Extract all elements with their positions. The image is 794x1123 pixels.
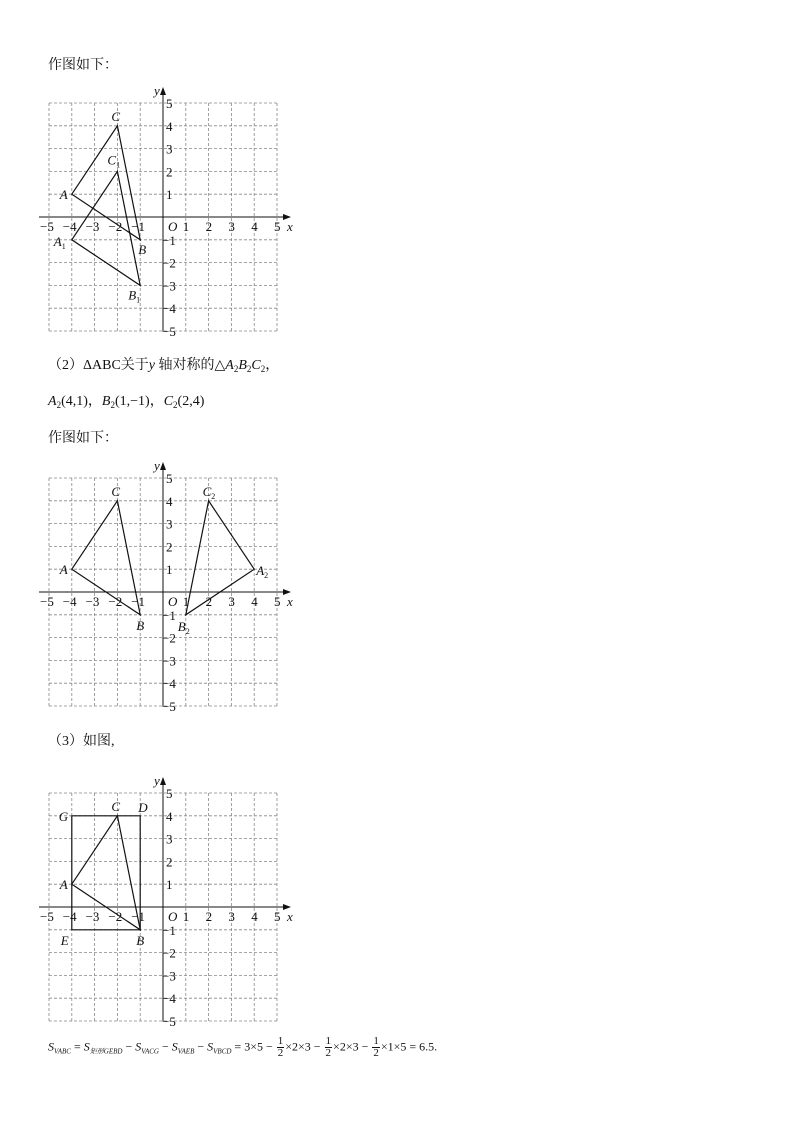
y-tick-label: 2	[166, 854, 173, 870]
coord-a-value: (4,1)	[61, 394, 88, 409]
coordinate-plot-3	[40, 770, 360, 1030]
vertex-label: $A_2$	[256, 563, 269, 581]
y-tick-label: 3	[166, 141, 173, 157]
y-tick-label: 5	[166, 96, 173, 111]
y-tick-label: −4	[162, 676, 176, 692]
y-tick-label: 2	[166, 539, 173, 555]
coord-b-sub: 2	[110, 400, 115, 410]
coord-sep-2: ，	[149, 394, 164, 409]
x-tick-label: −1	[131, 219, 146, 234]
coord-a-sub: 2	[56, 400, 62, 410]
coord-c-sub: 2	[173, 400, 178, 410]
y-tick-label: −2	[162, 255, 176, 271]
y-axis-label: y	[154, 83, 160, 98]
fraction-half-1: $\frac{1}{2}$	[277, 1035, 284, 1059]
x-tick-label: −3	[85, 594, 100, 609]
y-axis-arrow	[160, 777, 166, 785]
x-tick-label: 1	[182, 594, 190, 609]
y-tick-label: −5	[162, 324, 176, 339]
part3-heading: （3）如图,	[48, 734, 115, 749]
formula-sub-lhs: VABC	[54, 1047, 71, 1056]
formula-minus-3: −	[194, 1039, 208, 1054]
y-tick-label: −3	[162, 278, 176, 294]
formula-eq: =	[70, 1039, 84, 1054]
vertex-label: E	[60, 932, 69, 948]
part2-axis: y	[148, 358, 156, 373]
y-tick-label: −4	[162, 991, 176, 1007]
y-tick-label: 1	[166, 562, 173, 578]
y-tick-label: −1	[162, 607, 176, 623]
x-tick-label: 5	[274, 219, 281, 234]
formula-sub-t3: VAEB	[177, 1047, 195, 1056]
vertex-label: $C_2$	[202, 483, 216, 501]
x-tick-label: 5	[274, 909, 281, 924]
formula-sub-t2: VACG	[141, 1047, 159, 1056]
y-tick-label: −2	[162, 630, 176, 646]
vertex-label: $C_1$	[107, 152, 121, 170]
formula-sub-t4: VBCD	[213, 1047, 232, 1056]
vertex-label: C	[111, 483, 121, 499]
heading-draw-1: 作图如下：	[48, 58, 118, 73]
coordinate-plot-1	[40, 80, 360, 340]
part2-end: ，	[265, 358, 280, 373]
formula-m1: ×2×3 −	[285, 1039, 324, 1054]
x-tick-label: −2	[108, 909, 123, 924]
part2-sub-a: 2	[233, 364, 239, 374]
y-tick-label: 3	[166, 516, 173, 532]
part2-statement	[48, 357, 279, 378]
y-tick-label: −1	[162, 232, 176, 248]
vertex-label: B	[136, 617, 145, 633]
area-formula	[48, 1036, 437, 1060]
part2-sub-c: 2	[260, 364, 266, 374]
coord-c-letter: C	[163, 394, 174, 409]
x-tick-label: −1	[131, 909, 146, 924]
x-tick-label: 1	[182, 909, 190, 924]
x-tick-label: −1	[131, 594, 146, 609]
fraction-half-3: $\frac{1}{2}$	[373, 1035, 379, 1059]
y-tick-label: 3	[166, 831, 173, 847]
vertex-label: A	[59, 877, 68, 893]
x-tick-label: 3	[228, 909, 235, 924]
coord-c-value: (2,4)	[177, 394, 205, 409]
x-tick-label: −4	[62, 594, 77, 609]
figure-polygon	[72, 126, 140, 240]
vertex-label: C	[111, 108, 121, 124]
y-axis-arrow	[160, 462, 166, 470]
x-axis-label: x	[287, 909, 293, 924]
formula-s-lhs: S	[48, 1039, 54, 1054]
y-tick-label: −3	[162, 653, 176, 669]
x-tick-label: −5	[40, 909, 54, 924]
vertex-label: C	[111, 798, 121, 814]
coord-a-letter: A	[48, 394, 57, 409]
vertex-label: $B_2$	[177, 618, 190, 636]
coord-b-letter: B	[101, 394, 111, 409]
x-axis-label: x	[287, 594, 293, 609]
coord-b-value: (1,−1)	[114, 394, 150, 409]
part2-tri-c: C	[251, 358, 261, 373]
vertex-label: B	[138, 241, 147, 257]
figure-polygon	[72, 816, 140, 930]
vertex-label: D	[138, 799, 148, 815]
vertex-label: G	[58, 808, 69, 824]
formula-after-eq: = 3×5 −	[231, 1039, 276, 1054]
x-tick-label: 1	[182, 219, 190, 234]
y-tick-label: 1	[166, 877, 173, 893]
formula-minus-1: −	[122, 1039, 136, 1054]
part2-mid: 轴对称的	[155, 358, 215, 373]
formula-s-t3: S	[171, 1039, 178, 1054]
x-tick-label: −3	[85, 219, 100, 234]
origin-label: O	[168, 219, 178, 234]
part2-coordinates	[48, 393, 204, 414]
x-tick-label: −4	[62, 909, 77, 924]
part2-sub-b: 2	[246, 364, 252, 374]
x-tick-label: −3	[85, 909, 100, 924]
formula-m3: ×1×5 = 6.5	[380, 1039, 435, 1054]
figure-polygon	[72, 501, 140, 615]
x-tick-label: −2	[108, 219, 123, 234]
formula-end: .	[434, 1039, 438, 1054]
coordinate-plot-2	[40, 455, 360, 715]
figure-polygon	[186, 501, 254, 615]
vertex-label: B	[136, 932, 145, 948]
x-tick-label: 2	[205, 909, 213, 924]
x-tick-label: −5	[40, 594, 54, 609]
y-tick-label: 5	[166, 786, 173, 801]
x-tick-label: −5	[40, 219, 54, 234]
vertex-label: $A_1$	[53, 233, 66, 251]
heading-draw-2: 作图如下：	[48, 431, 118, 446]
y-axis-label: y	[154, 458, 160, 473]
x-tick-label: 4	[251, 219, 258, 234]
y-tick-label: 2	[166, 164, 173, 180]
x-tick-label: −2	[108, 594, 123, 609]
y-tick-label: −5	[162, 1014, 176, 1029]
coord-sep-1: ，	[87, 394, 102, 409]
vertex-label: A	[59, 562, 68, 578]
y-axis-arrow	[160, 87, 166, 95]
y-tick-label: 5	[166, 471, 173, 486]
y-axis-label: y	[154, 773, 160, 788]
x-tick-label: 5	[274, 594, 281, 609]
part2-tri: △A	[214, 358, 234, 373]
x-tick-label: 4	[251, 909, 258, 924]
y-tick-label: −1	[162, 922, 176, 938]
x-tick-label: 4	[251, 594, 258, 609]
x-tick-label: 3	[228, 219, 235, 234]
y-tick-label: 1	[166, 187, 173, 203]
y-tick-label: 4	[166, 118, 173, 134]
part2-tri-b: B	[238, 358, 247, 373]
y-tick-label: −4	[162, 301, 176, 317]
x-tick-label: 2	[205, 594, 213, 609]
y-tick-label: 4	[166, 808, 173, 824]
y-tick-label: −3	[162, 968, 176, 984]
formula-s-t1: S	[83, 1039, 90, 1054]
formula-m2: ×2×3 −	[333, 1039, 372, 1054]
formula-s-t4: S	[207, 1039, 214, 1054]
x-tick-label: 3	[228, 594, 235, 609]
y-tick-label: −5	[162, 699, 176, 714]
formula-minus-2: −	[158, 1039, 172, 1054]
vertex-label: $B_1$	[128, 287, 141, 305]
fraction-half-2: $\frac{1}{2}$	[325, 1035, 332, 1059]
x-tick-label: 2	[205, 219, 213, 234]
formula-s-t2: S	[135, 1039, 142, 1054]
y-tick-label: −2	[162, 945, 176, 961]
formula-sub-t1: 矩形GEBD	[89, 1047, 123, 1056]
x-tick-label: −4	[62, 219, 77, 234]
x-axis-label: x	[287, 219, 293, 234]
y-tick-label: 4	[166, 493, 173, 509]
vertex-label: A	[59, 187, 68, 203]
origin-label: O	[168, 594, 178, 609]
part2-prefix: （2）ΔABC关于	[48, 358, 149, 373]
origin-label: O	[168, 909, 178, 924]
